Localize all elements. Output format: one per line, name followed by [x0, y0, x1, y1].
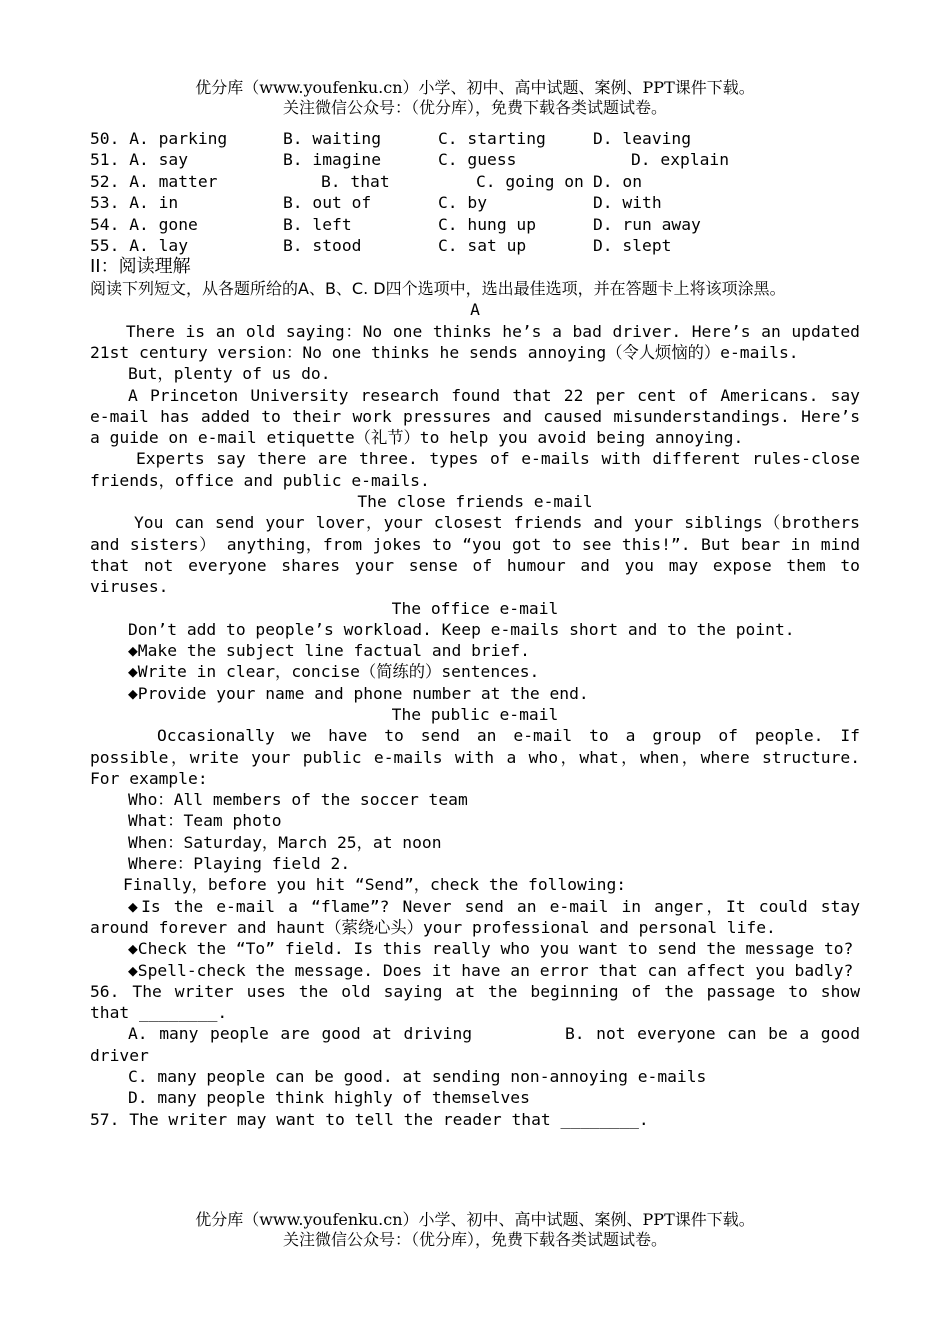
- page-footer: [0, 1210, 950, 1250]
- option-b: B. waiting: [283, 129, 382, 148]
- passage-paragraph: Don’t add to people’s workload. Keep e-mails short and to the point.: [128, 619, 795, 639]
- question-56: 56. The writer uses the old saying at the beginning of the passage to show that ________.: [90, 981, 860, 1023]
- passage-paragraph: But，plenty of us do.: [128, 364, 331, 384]
- footer-line-2: 关注微信公众号：（优分库），免费下载各类试题试卷。: [282, 1230, 667, 1249]
- question-56-option-d: D. many people think highly of themselves: [128, 1088, 530, 1108]
- document-body: [90, 128, 860, 1130]
- option-a: 54. A. gone: [90, 214, 198, 234]
- footer-line-1: 优分库（www.youfenku.cn）小学、初中、高中试题、案例、PPT课件下载。: [195, 1210, 755, 1229]
- passage-paragraph: You can send your lover，your closest friends and your siblings（brothers and sisters） anything，from jokes to “you got to see this!”. But bear in mind that not everyone shares your sense of humour and you may expose them to viruses.: [90, 513, 860, 597]
- option-a: 50. A. parking: [90, 129, 228, 148]
- example-line: Who：All members of the soccer team: [128, 790, 468, 810]
- header-line-2: 关注微信公众号：（优分库），免费下载各类试题试卷。: [282, 98, 667, 117]
- checklist-item: ◆Spell-check the message. Does it have an error that can affect you badly?: [128, 960, 854, 980]
- question-56-option-b: B. not everyone can be a good driver: [90, 1024, 861, 1065]
- option-b: B. left: [283, 214, 352, 234]
- cloze-option-row: [90, 235, 860, 256]
- option-d: D. leaving: [593, 129, 692, 148]
- question-56-option-c: C. many people can be good. at sending non-annoying e-mails: [128, 1067, 707, 1087]
- passage-paragraph: Experts say there are three. types of e-mails with different rules-close friends，office and public e-mails.: [90, 449, 860, 490]
- option-a: 51. A. say: [90, 150, 189, 170]
- option-d: D. with: [593, 193, 662, 213]
- cloze-option-row: [90, 149, 860, 170]
- example-line: When：Saturday，March 25，at noon: [128, 832, 442, 852]
- option-c: C. starting: [438, 129, 546, 148]
- bullet-item: ◆Write in clear，concise（简练的）sentences.: [128, 662, 540, 682]
- checklist-item: ◆Is the e-mail a “flame”? Never send an e-mail in anger，It could stay around forever and haunt（萦绕心头）your professional and personal life.: [90, 896, 860, 937]
- cloze-option-row: [90, 192, 860, 213]
- subheading-public: The public e-mail: [391, 704, 559, 724]
- cloze-option-row: [90, 171, 860, 192]
- passage-paragraph: A Princeton University research found that 22 per cent of Americans. say e-mail has added to their work pressures and caused misunderstandings. Here’s a guide on e-mail etiquette（礼节）to help you avoid being annoying.: [90, 385, 860, 448]
- option-d: D. slept: [593, 235, 672, 255]
- subheading-close-friends: The close friends e-mail: [357, 492, 593, 512]
- passage-paragraph: Finally，before you hit “Send”，check the following:: [123, 875, 627, 895]
- option-c: C. guess: [438, 150, 517, 170]
- question-57: 57. The writer may want to tell the reader that ________.: [90, 1109, 649, 1129]
- option-b: B. out of: [283, 193, 372, 213]
- option-a: 52. A. matter: [90, 171, 218, 191]
- example-line: What：Team photo: [128, 811, 282, 831]
- option-d: D. on: [593, 171, 643, 191]
- option-c: C. by: [438, 193, 488, 213]
- question-56-options-ab: [90, 1023, 860, 1066]
- option-b: B. imagine: [283, 150, 382, 170]
- header-line-1: 优分库（www.youfenku.cn）小学、初中、高中试题、案例、PPT课件下载。: [195, 78, 755, 97]
- bullet-item: ◆Make the subject line factual and brief.: [128, 641, 530, 661]
- checklist-item: ◆Check the “To” field. Is this really who you want to send the message to?: [128, 939, 854, 959]
- cloze-options: [90, 128, 860, 256]
- option-d: D. run away: [593, 214, 701, 234]
- cloze-option-row: [90, 214, 860, 235]
- option-c: C. going on: [476, 171, 584, 191]
- option-c: C. hung up: [438, 214, 537, 234]
- option-b: B. stood: [283, 235, 362, 255]
- bullet-item: ◆Provide your name and phone number at the end.: [128, 683, 589, 703]
- cloze-option-row: [90, 128, 860, 149]
- option-b: B. that: [321, 171, 390, 191]
- question-56-option-a: A. many people are good at driving: [128, 1024, 473, 1044]
- option-d: D. explain: [631, 150, 730, 170]
- passage-label: A: [470, 300, 480, 320]
- example-line: Where：Playing field 2.: [128, 854, 351, 874]
- passage-paragraph: There is an old saying：No one thinks he’s a bad driver. Here’s an updated 21st century version：No one thinks he sends annoying（令人烦恼的）e-mails.: [90, 321, 860, 362]
- subheading-office: The office e-mail: [391, 598, 559, 618]
- section-title: II：阅读理解: [90, 256, 191, 278]
- option-c: C. sat up: [438, 235, 527, 255]
- page-header: [0, 78, 950, 118]
- option-a: 55. A. lay: [90, 235, 189, 255]
- option-a: 53. A. in: [90, 193, 179, 213]
- instructions: 阅读下列短文，从各题所给的A、B、C. D四个选项中，选出最佳选项，并在答题卡上将该项涂黑。: [90, 279, 786, 299]
- passage-paragraph: Occasionally we have to send an e-mail to a group of people. If possible，write your public e-mails with a who，what，when，where structure. For example:: [90, 726, 860, 788]
